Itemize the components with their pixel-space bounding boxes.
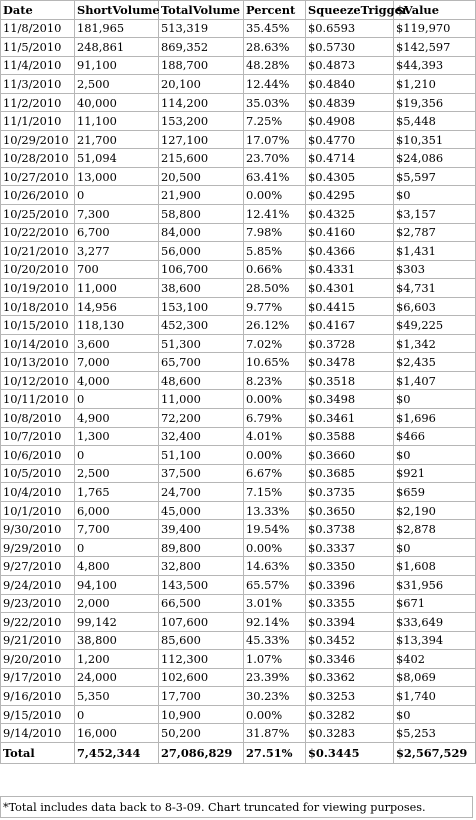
cell-short-volume: 5,350 bbox=[75, 687, 159, 706]
cell-dollar-value: $0 bbox=[394, 186, 476, 205]
cell-percent: 7.15% bbox=[244, 483, 306, 502]
cell-squeeze-trigger: $0.3283 bbox=[306, 724, 394, 743]
cell-squeeze-trigger: $0.3282 bbox=[306, 705, 394, 724]
cell-total-volume: 127,100 bbox=[159, 130, 244, 149]
table-row bbox=[1, 705, 476, 724]
cell-short-volume: 2,000 bbox=[75, 594, 159, 613]
cell-date: 9/21/2010 bbox=[1, 631, 75, 650]
cell-total-volume: 65,700 bbox=[159, 353, 244, 372]
total-dollar-value: $2,567,529 bbox=[394, 742, 476, 763]
cell-short-volume: 4,800 bbox=[75, 557, 159, 576]
cell-total-volume: 56,000 bbox=[159, 242, 244, 261]
cell-squeeze-trigger: $0.3253 bbox=[306, 687, 394, 706]
table-row bbox=[1, 650, 476, 669]
cell-squeeze-trigger: $0.3518 bbox=[306, 371, 394, 390]
cell-percent: 0.00% bbox=[244, 390, 306, 409]
cell-total-volume: 11,000 bbox=[159, 390, 244, 409]
cell-short-volume: 16,000 bbox=[75, 724, 159, 743]
cell-dollar-value: $13,394 bbox=[394, 631, 476, 650]
cell-percent: 4.01% bbox=[244, 427, 306, 446]
cell-date: 11/8/2010 bbox=[1, 19, 75, 38]
cell-squeeze-trigger: $0.3396 bbox=[306, 575, 394, 594]
cell-date: 11/2/2010 bbox=[1, 93, 75, 112]
table-row bbox=[1, 205, 476, 224]
cell-dollar-value: $2,435 bbox=[394, 353, 476, 372]
cell-squeeze-trigger: $0.3478 bbox=[306, 353, 394, 372]
cell-dollar-value: $5,597 bbox=[394, 167, 476, 186]
cell-dollar-value: $0 bbox=[394, 705, 476, 724]
cell-percent: 0.00% bbox=[244, 705, 306, 724]
cell-short-volume: 11,000 bbox=[75, 279, 159, 298]
cell-short-volume: 3,600 bbox=[75, 334, 159, 353]
cell-dollar-value: $671 bbox=[394, 594, 476, 613]
header-percent: Percent bbox=[244, 1, 306, 20]
cell-percent: 12.41% bbox=[244, 205, 306, 224]
cell-total-volume: 51,300 bbox=[159, 334, 244, 353]
cell-percent: 48.28% bbox=[244, 56, 306, 75]
cell-dollar-value: $5,253 bbox=[394, 724, 476, 743]
cell-date: 11/5/2010 bbox=[1, 38, 75, 57]
cell-total-volume: 153,200 bbox=[159, 112, 244, 131]
table-row bbox=[1, 724, 476, 743]
cell-dollar-value: $2,787 bbox=[394, 223, 476, 242]
cell-date: 10/11/2010 bbox=[1, 390, 75, 409]
cell-percent: 5.85% bbox=[244, 242, 306, 261]
cell-squeeze-trigger: $0.4167 bbox=[306, 316, 394, 335]
cell-dollar-value: $1,696 bbox=[394, 409, 476, 428]
cell-percent: 45.33% bbox=[244, 631, 306, 650]
total-percent: 27.51% bbox=[244, 742, 306, 763]
cell-squeeze-trigger: $0.3362 bbox=[306, 668, 394, 687]
table-row bbox=[1, 371, 476, 390]
cell-percent: 6.79% bbox=[244, 409, 306, 428]
cell-short-volume: 0 bbox=[75, 538, 159, 557]
cell-dollar-value: $142,597 bbox=[394, 38, 476, 57]
cell-total-volume: 48,600 bbox=[159, 371, 244, 390]
cell-squeeze-trigger: $0.3498 bbox=[306, 390, 394, 409]
table-row bbox=[1, 594, 476, 613]
cell-total-volume: 112,300 bbox=[159, 650, 244, 669]
table-row bbox=[1, 501, 476, 520]
cell-total-volume: 20,100 bbox=[159, 75, 244, 94]
cell-total-volume: 50,200 bbox=[159, 724, 244, 743]
cell-total-volume: 107,600 bbox=[159, 613, 244, 632]
cell-dollar-value: $1,608 bbox=[394, 557, 476, 576]
cell-dollar-value: $1,431 bbox=[394, 242, 476, 261]
cell-squeeze-trigger: $0.3588 bbox=[306, 427, 394, 446]
header-row bbox=[1, 1, 476, 20]
cell-dollar-value: $31,956 bbox=[394, 575, 476, 594]
table-header bbox=[1, 1, 476, 20]
cell-percent: 30.23% bbox=[244, 687, 306, 706]
cell-date: 10/19/2010 bbox=[1, 279, 75, 298]
cell-squeeze-trigger: $0.3355 bbox=[306, 594, 394, 613]
cell-date: 9/27/2010 bbox=[1, 557, 75, 576]
cell-date: 11/1/2010 bbox=[1, 112, 75, 131]
cell-total-volume: 188,700 bbox=[159, 56, 244, 75]
cell-percent: 92.14% bbox=[244, 613, 306, 632]
cell-date: 10/18/2010 bbox=[1, 297, 75, 316]
cell-percent: 28.50% bbox=[244, 279, 306, 298]
cell-percent: 35.45% bbox=[244, 19, 306, 38]
cell-short-volume: 11,100 bbox=[75, 112, 159, 131]
cell-total-volume: 66,500 bbox=[159, 594, 244, 613]
cell-percent: 7.02% bbox=[244, 334, 306, 353]
cell-percent: 6.67% bbox=[244, 464, 306, 483]
table-footer bbox=[1, 742, 476, 763]
cell-squeeze-trigger: $0.3660 bbox=[306, 446, 394, 465]
cell-dollar-value: $1,407 bbox=[394, 371, 476, 390]
cell-short-volume: 51,094 bbox=[75, 149, 159, 168]
cell-total-volume: 38,600 bbox=[159, 279, 244, 298]
table-row bbox=[1, 75, 476, 94]
cell-percent: 0.00% bbox=[244, 538, 306, 557]
cell-total-volume: 106,700 bbox=[159, 260, 244, 279]
cell-percent: 12.44% bbox=[244, 75, 306, 94]
cell-total-volume: 21,900 bbox=[159, 186, 244, 205]
cell-total-volume: 17,700 bbox=[159, 687, 244, 706]
cell-short-volume: 91,100 bbox=[75, 56, 159, 75]
cell-date: 9/16/2010 bbox=[1, 687, 75, 706]
cell-short-volume: 118,130 bbox=[75, 316, 159, 335]
cell-short-volume: 6,700 bbox=[75, 223, 159, 242]
cell-squeeze-trigger: $0.3452 bbox=[306, 631, 394, 650]
cell-date: 10/25/2010 bbox=[1, 205, 75, 224]
cell-percent: 7.25% bbox=[244, 112, 306, 131]
cell-short-volume: 0 bbox=[75, 186, 159, 205]
cell-squeeze-trigger: $0.4415 bbox=[306, 297, 394, 316]
table-row bbox=[1, 687, 476, 706]
table-row bbox=[1, 38, 476, 57]
cell-short-volume: 1,765 bbox=[75, 483, 159, 502]
cell-squeeze-trigger: $0.4331 bbox=[306, 260, 394, 279]
cell-total-volume: 215,600 bbox=[159, 149, 244, 168]
cell-percent: 14.63% bbox=[244, 557, 306, 576]
cell-date: 10/7/2010 bbox=[1, 427, 75, 446]
cell-short-volume: 248,861 bbox=[75, 38, 159, 57]
cell-dollar-value: $24,086 bbox=[394, 149, 476, 168]
cell-squeeze-trigger: $0.3738 bbox=[306, 520, 394, 539]
cell-date: 10/22/2010 bbox=[1, 223, 75, 242]
cell-short-volume: 7,700 bbox=[75, 520, 159, 539]
table-row bbox=[1, 297, 476, 316]
cell-short-volume: 4,000 bbox=[75, 371, 159, 390]
cell-total-volume: 32,800 bbox=[159, 557, 244, 576]
cell-squeeze-trigger: $0.4301 bbox=[306, 279, 394, 298]
cell-date: 9/23/2010 bbox=[1, 594, 75, 613]
cell-percent: 7.98% bbox=[244, 223, 306, 242]
cell-squeeze-trigger: $0.4770 bbox=[306, 130, 394, 149]
cell-short-volume: 2,500 bbox=[75, 75, 159, 94]
table-row bbox=[1, 93, 476, 112]
cell-total-volume: 39,400 bbox=[159, 520, 244, 539]
cell-dollar-value: $0 bbox=[394, 446, 476, 465]
cell-date: 9/29/2010 bbox=[1, 538, 75, 557]
cell-percent: 23.70% bbox=[244, 149, 306, 168]
cell-dollar-value: $1,740 bbox=[394, 687, 476, 706]
cell-date: 10/14/2010 bbox=[1, 334, 75, 353]
cell-squeeze-trigger: $0.3346 bbox=[306, 650, 394, 669]
cell-dollar-value: $659 bbox=[394, 483, 476, 502]
cell-dollar-value: $33,649 bbox=[394, 613, 476, 632]
cell-date: 10/15/2010 bbox=[1, 316, 75, 335]
cell-short-volume: 7,000 bbox=[75, 353, 159, 372]
cell-short-volume: 13,000 bbox=[75, 167, 159, 186]
cell-date: 10/28/2010 bbox=[1, 149, 75, 168]
header-dollar-value: $Value bbox=[394, 1, 476, 20]
table-row bbox=[1, 520, 476, 539]
cell-dollar-value: $119,970 bbox=[394, 19, 476, 38]
cell-date: 10/26/2010 bbox=[1, 186, 75, 205]
total-total-volume: 27,086,829 bbox=[159, 742, 244, 763]
table-row bbox=[1, 353, 476, 372]
cell-total-volume: 869,352 bbox=[159, 38, 244, 57]
cell-total-volume: 32,400 bbox=[159, 427, 244, 446]
cell-percent: 19.54% bbox=[244, 520, 306, 539]
cell-percent: 17.07% bbox=[244, 130, 306, 149]
cell-date: 9/17/2010 bbox=[1, 668, 75, 687]
cell-dollar-value: $5,448 bbox=[394, 112, 476, 131]
cell-squeeze-trigger: $0.4873 bbox=[306, 56, 394, 75]
cell-total-volume: 51,100 bbox=[159, 446, 244, 465]
footnote: *Total includes data back to 8-3-09. Chart truncated for viewing purposes. bbox=[0, 796, 473, 818]
cell-short-volume: 6,000 bbox=[75, 501, 159, 520]
table-row bbox=[1, 390, 476, 409]
cell-dollar-value: $402 bbox=[394, 650, 476, 669]
cell-date: 10/1/2010 bbox=[1, 501, 75, 520]
cell-dollar-value: $0 bbox=[394, 538, 476, 557]
cell-percent: 9.77% bbox=[244, 297, 306, 316]
table-row bbox=[1, 223, 476, 242]
cell-dollar-value: $8,069 bbox=[394, 668, 476, 687]
cell-short-volume: 24,000 bbox=[75, 668, 159, 687]
cell-date: 11/3/2010 bbox=[1, 75, 75, 94]
table-row bbox=[1, 167, 476, 186]
cell-short-volume: 3,277 bbox=[75, 242, 159, 261]
table-row bbox=[1, 19, 476, 38]
table-row bbox=[1, 409, 476, 428]
header-squeeze-trigger: SqueezeTrigger bbox=[306, 1, 394, 20]
cell-date: 10/8/2010 bbox=[1, 409, 75, 428]
cell-squeeze-trigger: $0.4305 bbox=[306, 167, 394, 186]
cell-short-volume: 94,100 bbox=[75, 575, 159, 594]
cell-short-volume: 14,956 bbox=[75, 297, 159, 316]
total-short-volume: 7,452,344 bbox=[75, 742, 159, 763]
table-row bbox=[1, 668, 476, 687]
cell-percent: 10.65% bbox=[244, 353, 306, 372]
table-row bbox=[1, 316, 476, 335]
cell-short-volume: 38,800 bbox=[75, 631, 159, 650]
cell-short-volume: 7,300 bbox=[75, 205, 159, 224]
cell-short-volume: 2,500 bbox=[75, 464, 159, 483]
cell-percent: 35.03% bbox=[244, 93, 306, 112]
cell-date: 10/20/2010 bbox=[1, 260, 75, 279]
cell-percent: 65.57% bbox=[244, 575, 306, 594]
cell-percent: 0.00% bbox=[244, 446, 306, 465]
cell-squeeze-trigger: $0.4840 bbox=[306, 75, 394, 94]
cell-total-volume: 143,500 bbox=[159, 575, 244, 594]
cell-squeeze-trigger: $0.3650 bbox=[306, 501, 394, 520]
cell-short-volume: 21,700 bbox=[75, 130, 159, 149]
cell-squeeze-trigger: $0.4325 bbox=[306, 205, 394, 224]
cell-dollar-value: $2,190 bbox=[394, 501, 476, 520]
table-row bbox=[1, 613, 476, 632]
table-row bbox=[1, 56, 476, 75]
cell-total-volume: 153,100 bbox=[159, 297, 244, 316]
cell-squeeze-trigger: $0.4714 bbox=[306, 149, 394, 168]
total-row bbox=[1, 742, 476, 763]
table-row bbox=[1, 130, 476, 149]
total-label: Total bbox=[1, 742, 75, 763]
cell-date: 9/24/2010 bbox=[1, 575, 75, 594]
header-total-volume: TotalVolume bbox=[159, 1, 244, 20]
cell-short-volume: 0 bbox=[75, 390, 159, 409]
cell-date: 9/15/2010 bbox=[1, 705, 75, 724]
cell-dollar-value: $303 bbox=[394, 260, 476, 279]
cell-short-volume: 181,965 bbox=[75, 19, 159, 38]
cell-date: 10/21/2010 bbox=[1, 242, 75, 261]
cell-dollar-value: $6,603 bbox=[394, 297, 476, 316]
table-row bbox=[1, 446, 476, 465]
cell-short-volume: 99,142 bbox=[75, 613, 159, 632]
header-short-volume: ShortVolume bbox=[75, 1, 159, 20]
cell-short-volume: 700 bbox=[75, 260, 159, 279]
cell-total-volume: 20,500 bbox=[159, 167, 244, 186]
cell-short-volume: 1,200 bbox=[75, 650, 159, 669]
table-row bbox=[1, 242, 476, 261]
cell-date: 10/29/2010 bbox=[1, 130, 75, 149]
cell-total-volume: 45,000 bbox=[159, 501, 244, 520]
cell-percent: 1.07% bbox=[244, 650, 306, 669]
cell-dollar-value: $1,210 bbox=[394, 75, 476, 94]
cell-dollar-value: $2,878 bbox=[394, 520, 476, 539]
cell-squeeze-trigger: $0.3728 bbox=[306, 334, 394, 353]
cell-date: 10/6/2010 bbox=[1, 446, 75, 465]
cell-squeeze-trigger: $0.4366 bbox=[306, 242, 394, 261]
table-row bbox=[1, 631, 476, 650]
cell-squeeze-trigger: $0.3350 bbox=[306, 557, 394, 576]
total-squeeze-trigger: $0.3445 bbox=[306, 742, 394, 763]
table-row bbox=[1, 260, 476, 279]
table-row bbox=[1, 112, 476, 131]
cell-total-volume: 58,800 bbox=[159, 205, 244, 224]
cell-dollar-value: $10,351 bbox=[394, 130, 476, 149]
cell-percent: 13.33% bbox=[244, 501, 306, 520]
cell-short-volume: 1,300 bbox=[75, 427, 159, 446]
cell-percent: 28.63% bbox=[244, 38, 306, 57]
table-row bbox=[1, 427, 476, 446]
cell-percent: 63.41% bbox=[244, 167, 306, 186]
cell-total-volume: 114,200 bbox=[159, 93, 244, 112]
cell-dollar-value: $0 bbox=[394, 390, 476, 409]
cell-percent: 3.01% bbox=[244, 594, 306, 613]
cell-dollar-value: $49,225 bbox=[394, 316, 476, 335]
cell-date: 9/20/2010 bbox=[1, 650, 75, 669]
cell-squeeze-trigger: $0.3394 bbox=[306, 613, 394, 632]
cell-percent: 26.12% bbox=[244, 316, 306, 335]
cell-total-volume: 85,600 bbox=[159, 631, 244, 650]
cell-dollar-value: $921 bbox=[394, 464, 476, 483]
cell-total-volume: 24,700 bbox=[159, 483, 244, 502]
cell-total-volume: 10,900 bbox=[159, 705, 244, 724]
cell-squeeze-trigger: $0.3337 bbox=[306, 538, 394, 557]
cell-date: 10/4/2010 bbox=[1, 483, 75, 502]
cell-percent: 0.66% bbox=[244, 260, 306, 279]
cell-short-volume: 40,000 bbox=[75, 93, 159, 112]
cell-dollar-value: $19,356 bbox=[394, 93, 476, 112]
cell-short-volume: 4,900 bbox=[75, 409, 159, 428]
cell-date: 9/30/2010 bbox=[1, 520, 75, 539]
cell-percent: 8.23% bbox=[244, 371, 306, 390]
cell-percent: 23.39% bbox=[244, 668, 306, 687]
table-row bbox=[1, 279, 476, 298]
cell-squeeze-trigger: $0.3685 bbox=[306, 464, 394, 483]
cell-date: 10/27/2010 bbox=[1, 167, 75, 186]
cell-date: 9/22/2010 bbox=[1, 613, 75, 632]
cell-date: 10/13/2010 bbox=[1, 353, 75, 372]
table-row bbox=[1, 538, 476, 557]
table-row bbox=[1, 557, 476, 576]
table-body bbox=[1, 19, 476, 742]
cell-total-volume: 452,300 bbox=[159, 316, 244, 335]
cell-total-volume: 102,600 bbox=[159, 668, 244, 687]
cell-date: 9/14/2010 bbox=[1, 724, 75, 743]
cell-total-volume: 513,319 bbox=[159, 19, 244, 38]
table-row bbox=[1, 483, 476, 502]
cell-squeeze-trigger: $0.4295 bbox=[306, 186, 394, 205]
table-row bbox=[1, 575, 476, 594]
table-row bbox=[1, 464, 476, 483]
cell-dollar-value: $1,342 bbox=[394, 334, 476, 353]
cell-squeeze-trigger: $0.4908 bbox=[306, 112, 394, 131]
cell-squeeze-trigger: $0.4160 bbox=[306, 223, 394, 242]
cell-dollar-value: $466 bbox=[394, 427, 476, 446]
cell-total-volume: 89,800 bbox=[159, 538, 244, 557]
cell-dollar-value: $44,393 bbox=[394, 56, 476, 75]
cell-total-volume: 37,500 bbox=[159, 464, 244, 483]
cell-squeeze-trigger: $0.5730 bbox=[306, 38, 394, 57]
cell-squeeze-trigger: $0.3461 bbox=[306, 409, 394, 428]
table-row bbox=[1, 334, 476, 353]
cell-squeeze-trigger: $0.4839 bbox=[306, 93, 394, 112]
cell-percent: 31.87% bbox=[244, 724, 306, 743]
cell-total-volume: 84,000 bbox=[159, 223, 244, 242]
cell-short-volume: 0 bbox=[75, 446, 159, 465]
cell-date: 10/5/2010 bbox=[1, 464, 75, 483]
table-row bbox=[1, 186, 476, 205]
cell-dollar-value: $3,157 bbox=[394, 205, 476, 224]
cell-squeeze-trigger: $0.6593 bbox=[306, 19, 394, 38]
cell-percent: 0.00% bbox=[244, 186, 306, 205]
table-row bbox=[1, 149, 476, 168]
cell-dollar-value: $4,731 bbox=[394, 279, 476, 298]
cell-date: 11/4/2010 bbox=[1, 56, 75, 75]
header-date: Date bbox=[1, 1, 75, 20]
cell-total-volume: 72,200 bbox=[159, 409, 244, 428]
cell-short-volume: 0 bbox=[75, 705, 159, 724]
cell-date: 10/12/2010 bbox=[1, 371, 75, 390]
cell-squeeze-trigger: $0.3735 bbox=[306, 483, 394, 502]
